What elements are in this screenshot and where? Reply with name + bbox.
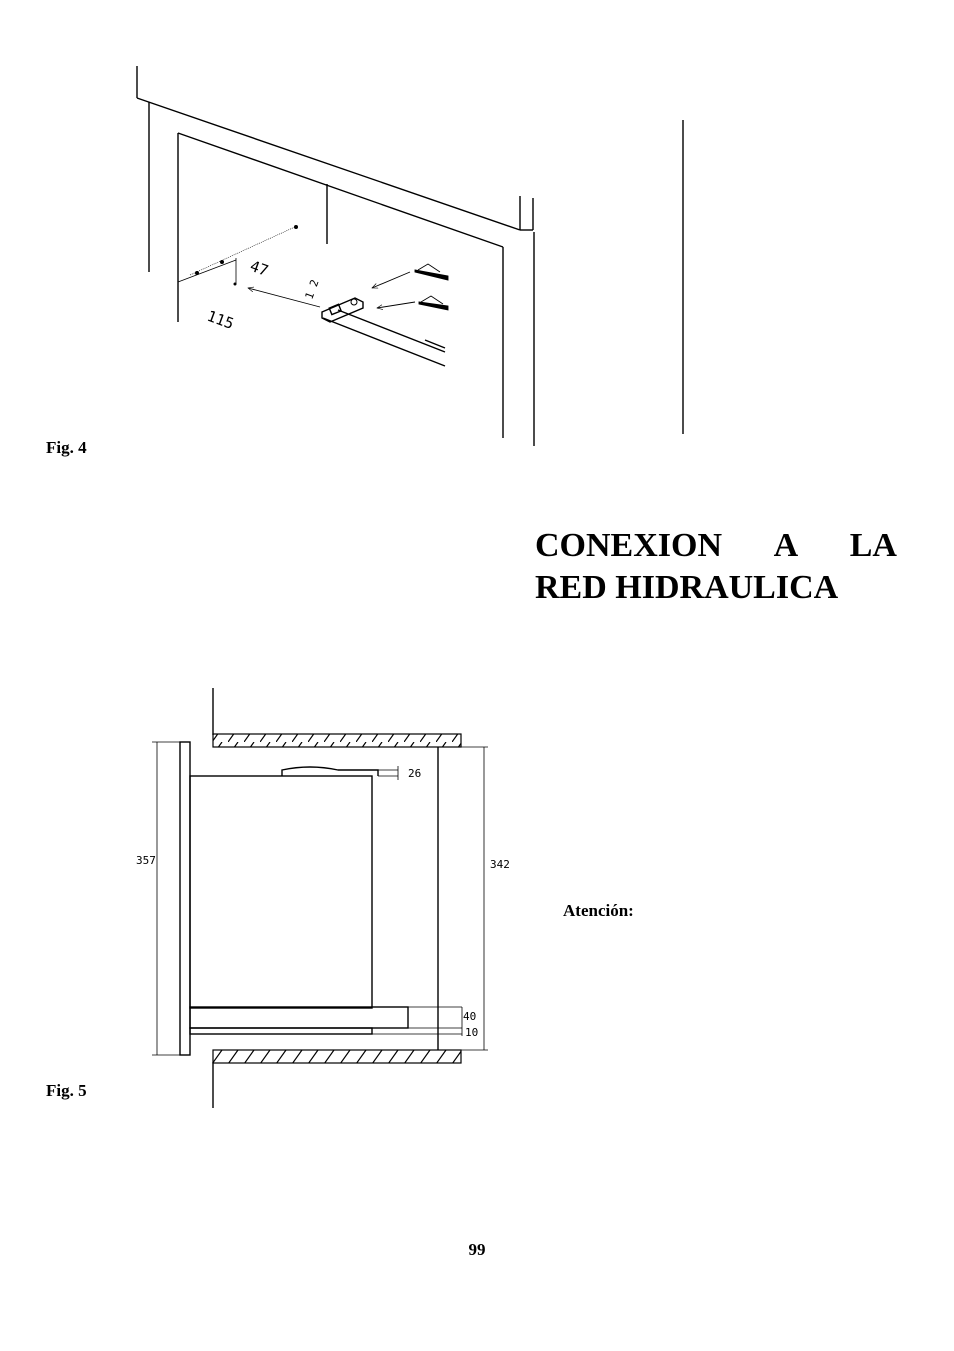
fig4-mark-12: 1 2 [302, 277, 322, 302]
fig4-dim-115: 115 [204, 306, 237, 334]
attention-label: Atención: [563, 901, 634, 920]
fig5-dim-26: 26 [408, 767, 422, 780]
fig4-caption: Fig. 4 [46, 438, 87, 457]
page-number: 99 [468, 1240, 486, 1259]
fig5-dim-357: 357 [136, 854, 156, 867]
heading-word-1: CONEXION [535, 527, 723, 564]
fig5-caption: Fig. 5 [46, 1081, 87, 1100]
fig5-dim-342: 342 [490, 858, 510, 871]
heading-line-2: RED HIDRAULICA [535, 569, 839, 606]
heading-word-2: A [773, 527, 799, 564]
heading-word-3: LA [849, 527, 897, 564]
fig5-dim-10: 10 [465, 1026, 479, 1039]
fig4-dim-47: 47 [247, 256, 271, 280]
fig5-dim-40: 40 [463, 1010, 477, 1023]
